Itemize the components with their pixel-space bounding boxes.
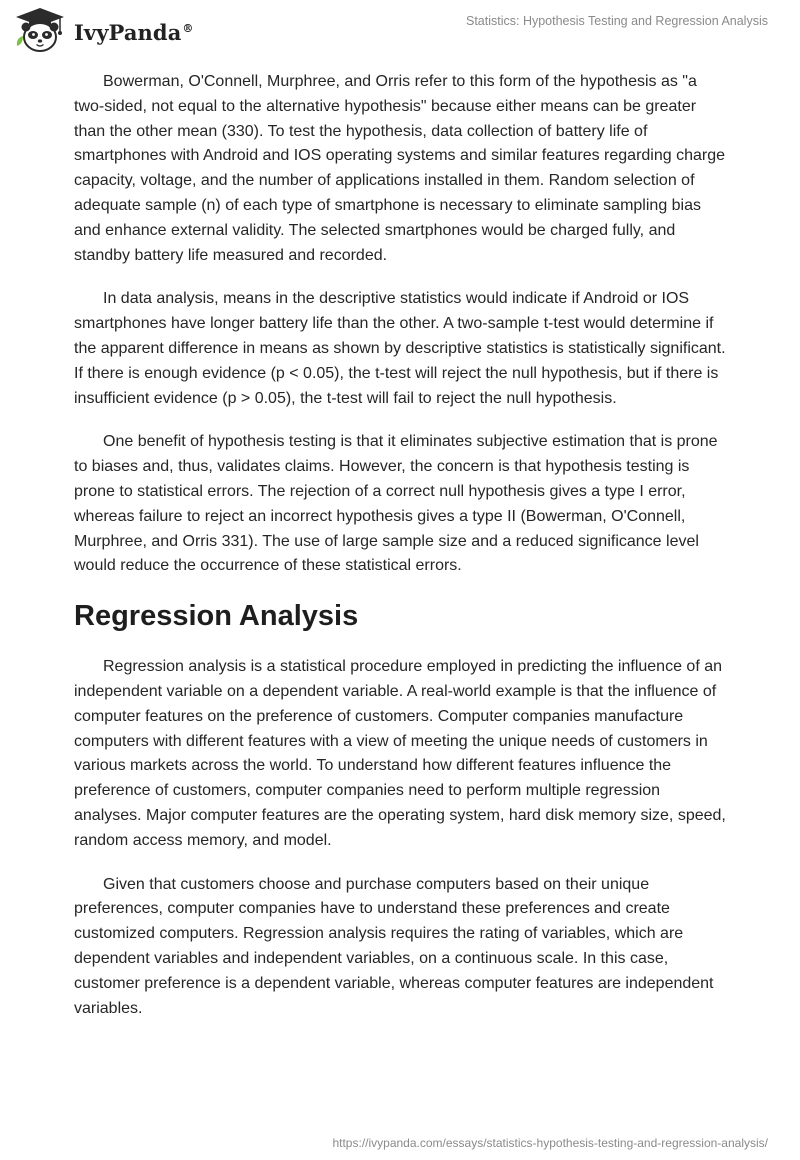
source-url[interactable]: https://ivypanda.com/essays/statistics-hypothesis-testing-and-regression-analysis/ xyxy=(332,1136,768,1150)
brand-name-text: IvyPanda xyxy=(74,19,182,45)
panda-graduation-cap-icon xyxy=(14,6,66,54)
paragraph: In data analysis, means in the descriptive statistics would indicate if Android or IOS smartphones have longer battery life than the other. A two-sample t-test would determine if the apparent difference in means as shown by descriptive statistics is statistically significant. If there is enough evidence (p < 0.05), the t-test will reject the null hypothesis, but if there is insufficient evidence (p > 0.05), the t-test will fail to reject the null hypothesis. xyxy=(74,290,726,407)
page-header xyxy=(0,0,800,56)
registered-mark: ® xyxy=(182,21,194,35)
paragraph: Regression analysis is a statistical procedure employed in predicting the influence of an independent variable on a dependent variable. A real-world example is that the influence of computer features on the preference of customers. Computer companies manufacture computers with different features with a view of meeting the unique needs of customers in various markets across the world. To understand how different features influence the preference of customers, computer companies need to perform multiple regression analyses. Major computer features are the operating system, hard disk memory size, speed, random access memory, and model. xyxy=(74,658,726,849)
brand-logo[interactable] xyxy=(14,6,194,54)
article-body xyxy=(74,70,730,1040)
paragraph: Given that customers choose and purchase computers based on their unique preferences, computer companies have to understand these preferences and create customized computers. Regression analysis requires the rating of variables, which are dependent variables and independent variables, on a continuous scale. In this case, customer preference is a dependent variable, whereas computer features are independent variables. xyxy=(74,875,714,1017)
document-title: Statistics: Hypothesis Testing and Regression Analysis xyxy=(465,14,768,28)
paragraph: One benefit of hypothesis testing is that it eliminates subjective estimation that is prone to biases and, thus, validates claims. However, the concern is that hypothesis testing is prone to statistical errors. The rejection of a correct null hypothesis gives a type I error, whereas failure to reject an incorrect hypothesis gives a type II (Bowerman, O'Connell, Murphree, and Orris 331). The use of large sample size and a reduced significance level would reduce the occurrence of these statistical errors. xyxy=(74,433,718,575)
brand-name xyxy=(74,20,194,45)
section-heading: Regression Analysis xyxy=(74,600,359,633)
paragraph: Bowerman, O'Connell, Murphree, and Orris refer to this form of the hypothesis as "a two-sided, not equal to the alternative hypothesis" because either means can be greater than the other mean (330). To test the hypothesis, data collection of battery life of smartphones with Android and IOS operating systems and similar features regarding charge capacity, voltage, and the number of applications installed in them. Random selection of adequate sample (n) of each type of smartphone is necessary to eliminate sampling bias and enhance external validity. The selected smartphones would be charged fully, and standby battery life measured and recorded. xyxy=(74,73,726,264)
